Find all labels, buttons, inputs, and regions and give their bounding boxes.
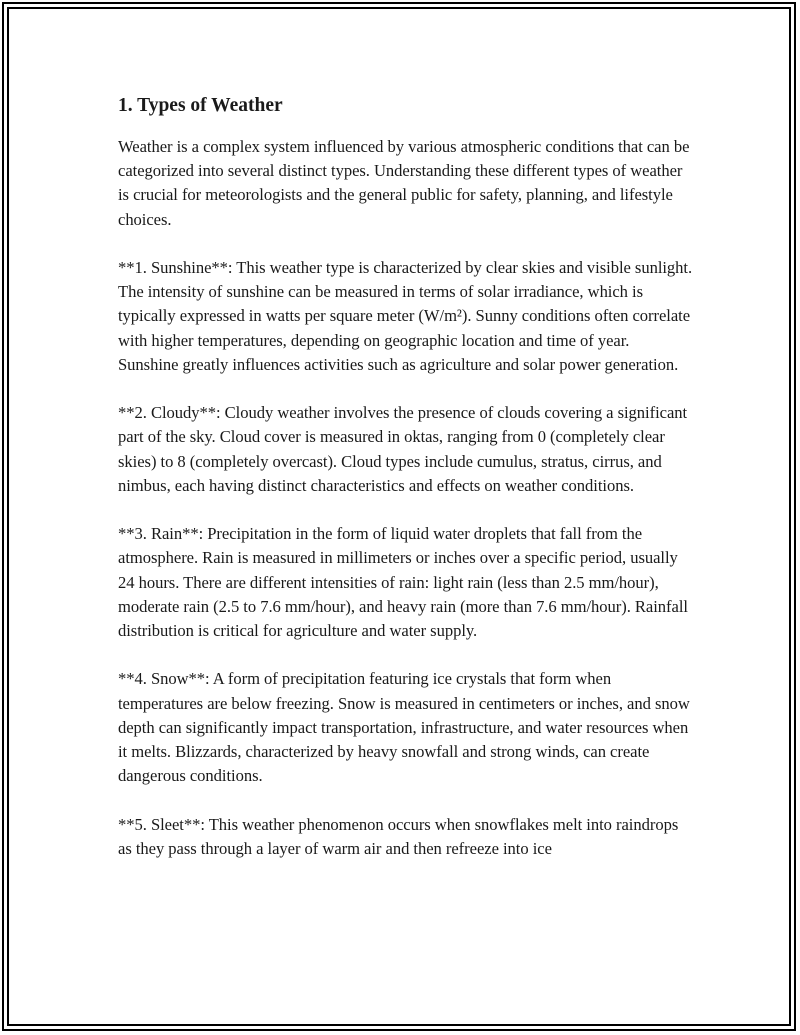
- paragraph-sleet: **5. Sleet**: This weather phenomenon occurs when snowflakes melt into raindrops as they pass through a layer of warm air and then refreeze into ice: [118, 814, 679, 858]
- paragraph-rain: **3. Rain**: Precipitation in the form of liquid water droplets that fall from the atmosphere. Rain is measured in millimeters or inches over a specific period, usually 24 hours. There are different intensities of rain: light rain (less than 2.5 mm/hour), moderate rain (2.5 to 7.6 mm/hour), and heavy rain (more than 7.6 mm/hour). Rainfall distribution is critical for agriculture and water supply.: [118, 524, 688, 641]
- paragraph-cloudy: **2. Cloudy**: Cloudy weather involves the presence of clouds covering a significant part of the sky. Cloud cover is measured in oktas, ranging from 0 (completely clear skies) to 8 (completely overcast). Cloud types include cumulus, stratus, cirrus, and nimbus, each having distinct characteristics and effects on weather conditions.: [118, 403, 688, 495]
- paragraph-snow: **4. Snow**: A form of precipitation featuring ice crystals that form when temperatures are below freezing. Snow is measured in centimeters or inches, and snow depth can significantly impact transportation, infrastructure, and water resources when it melts. Blizzards, characterized by heavy snowfall and strong winds, can create dangerous conditions.: [118, 669, 690, 786]
- paragraph-sunshine: **1. Sunshine**: This weather type is characterized by clear skies and visible sunlight. The intensity of sunshine can be measured in terms of solar irradiance, which is typically expressed in watts per square meter (W/m²). Sunny conditions often correlate with higher temperatures, depending on geographic location and time of year. Sunshine greatly influences activities such as agriculture and solar power generation.: [118, 258, 693, 374]
- section-heading: 1. Types of Weather: [118, 95, 283, 116]
- document-body: [118, 90, 693, 861]
- paragraph-intro: Weather is a complex system influenced by various atmospheric conditions that can be categorized into several distinct types. Understanding these different types of weather is crucial for meteorologists and the general public for safety, planning, and lifestyle choices.: [118, 137, 690, 229]
